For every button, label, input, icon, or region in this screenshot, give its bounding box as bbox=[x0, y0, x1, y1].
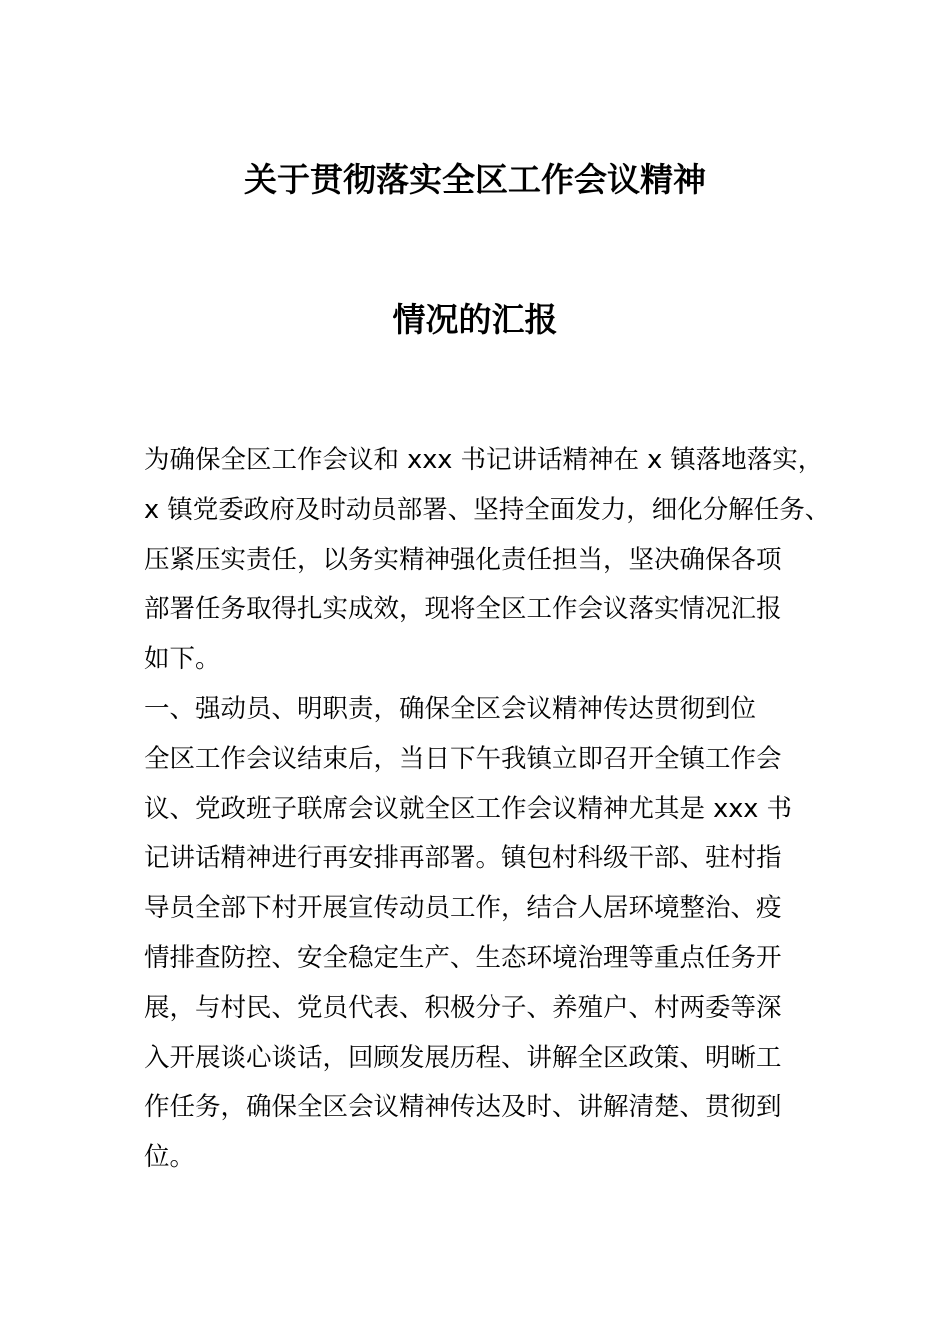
body-line: 部署任务取得扎实成效，现将全区工作会议落实情况汇报 bbox=[144, 594, 782, 625]
body-line: 展，与村民、党员代表、积极分子、养殖户、村两委等深 bbox=[144, 992, 782, 1023]
body-line: 位。 bbox=[144, 1142, 196, 1173]
body-line: 议、党政班子联席会议就全区工作会议精神尤其是 xxx 书 bbox=[144, 793, 792, 824]
body-line: 入开展谈心谈话，回顾发展历程、讲解全区政策、明晰工 bbox=[144, 1042, 782, 1073]
body-line: 为确保全区工作会议和 xxx 书记讲话精神在 x 镇落地落实， bbox=[144, 445, 824, 475]
section-heading: 一、强动员、明职责，确保全区会议精神传达贯彻到位 bbox=[144, 693, 757, 724]
body-line: 导员全部下村开展宣传动员工作，结合人居环境整治、疫 bbox=[144, 893, 782, 924]
body-line: 作任务，确保全区会议精神传达及时、讲解清楚、贯彻到 bbox=[144, 1092, 782, 1123]
body-line: 情排查防控、安全稳定生产、生态环境治理等重点任务开 bbox=[144, 942, 782, 973]
document-body bbox=[144, 436, 834, 1183]
body-line: 如下。 bbox=[144, 644, 221, 675]
document-title-line-1: 关于贯彻落实全区工作会议精神 bbox=[244, 160, 706, 199]
body-line: 压紧压实责任，以务实精神强化责任担当，坚决确保各项 bbox=[144, 544, 782, 575]
body-line: 记讲话精神进行再安排再部署。镇包村科级干部、驻村指 bbox=[144, 843, 782, 874]
body-line: 全区工作会议结束后，当日下午我镇立即召开全镇工作会 bbox=[144, 743, 782, 774]
body-line: x 镇党委政府及时动员部署、坚持全面发力，细化分解任务、 bbox=[144, 494, 831, 525]
document-title-line-2: 情况的汇报 bbox=[392, 300, 558, 339]
